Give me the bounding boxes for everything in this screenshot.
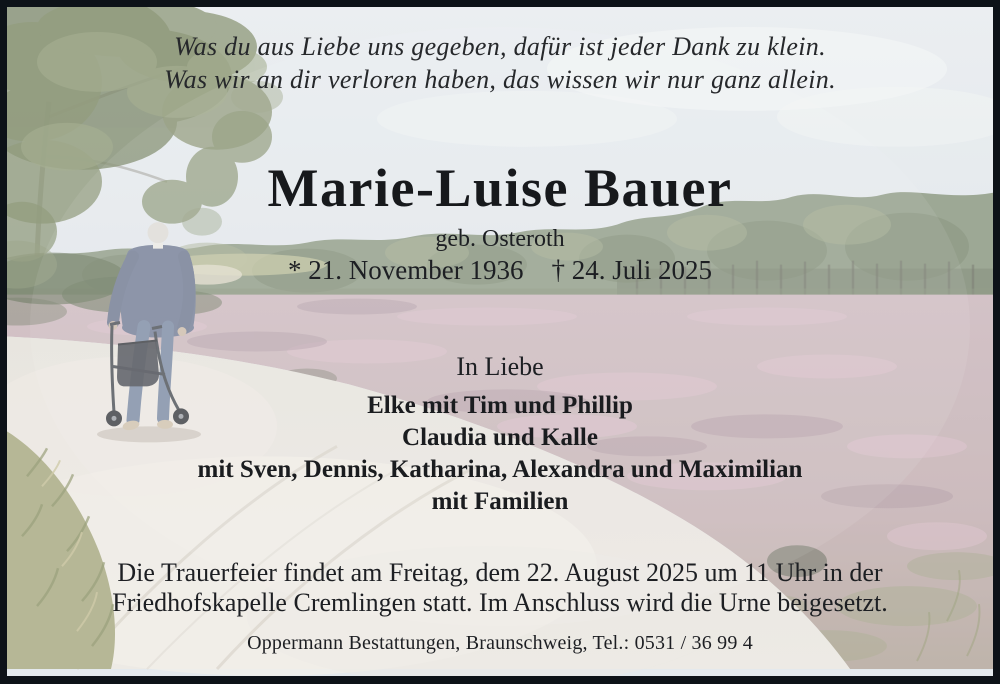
life-dates (0, 255, 1000, 286)
mourner-line: Claudia und Kalle (402, 424, 598, 451)
mourner-line: mit Familien (431, 488, 569, 515)
maiden-name: geb. Osteroth (435, 226, 565, 252)
birth-date: * 21. November 1936 (288, 255, 524, 285)
mourner-line: mit Sven, Dennis, Katharina, Alexandra und Maximilian (197, 456, 803, 483)
funeral-home-line: Oppermann Bestattungen, Braunschweig, Tel.: 0531 / 36 99 4 (247, 632, 753, 654)
mourner-line: Elke mit Tim und Phillip (367, 392, 633, 419)
ceremony-info (0, 558, 1000, 618)
ceremony-line-1: Die Trauerfeier findet am Freitag, dem 22. August 2025 um 11 Uhr in der (117, 558, 883, 587)
epigraph-line-2: Was wir an dir verloren haben, das wissen wir nur ganz allein. (164, 65, 836, 94)
mourners-intro: In Liebe (456, 352, 544, 381)
deceased-name: Marie-Luise Bauer (267, 158, 733, 218)
ceremony-line-2: Friedhofskapelle Cremlingen statt. Im Anschluss wird die Urne beigesetzt. (112, 588, 888, 617)
epigraph (0, 30, 1000, 96)
epigraph-line-1: Was du aus Liebe uns gegeben, dafür ist jeder Dank zu klein. (174, 32, 826, 61)
mourners-list (0, 390, 1000, 518)
death-date: † 24. Juli 2025 (551, 255, 712, 285)
